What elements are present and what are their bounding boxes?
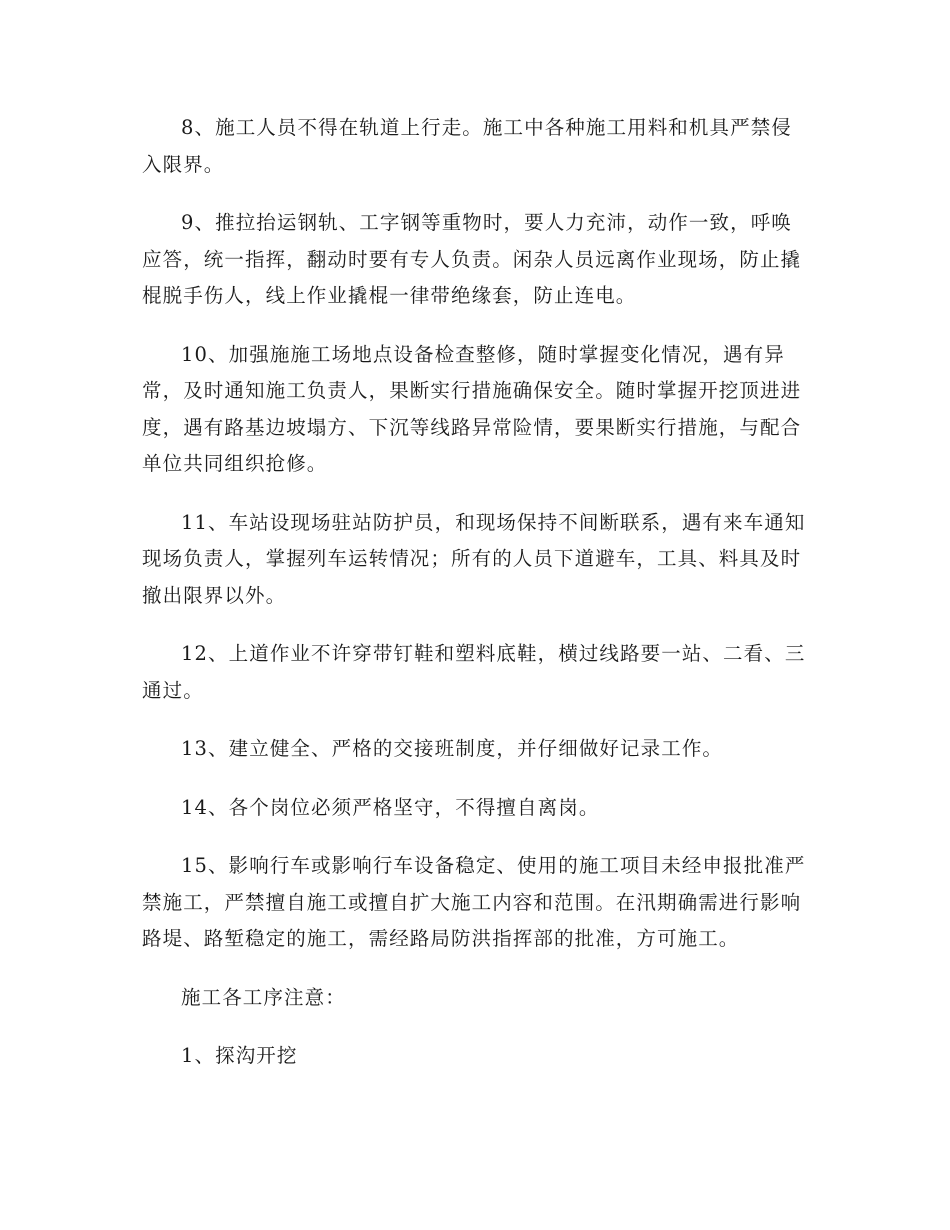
paragraph-item-12: 12、上道作业不许穿带钉鞋和塑料底鞋，横过线路要一站、二看、三通过。 xyxy=(142,642,806,702)
paragraph-item-14: 14、各个岗位必须严格坚守，不得擅自离岗。 xyxy=(181,795,600,819)
document-body xyxy=(142,110,810,1097)
section-heading-procedures: 施工各工序注意： xyxy=(181,985,346,1009)
subsection-heading-trench-excavation: 1、探沟开挖 xyxy=(181,1044,298,1067)
paragraph-item-8: 8、施工人员不得在轨道上行走。施工中各种施工用料和机具严禁侵入限界。 xyxy=(142,116,792,176)
paragraph-item-11: 11、车站设现场驻站防护员，和现场保持不间断联系，遇有来车通知现场负责人，掌握列车运转情况；所有的人员下道避车，工具、料具及时撤出限界以外。 xyxy=(142,510,806,607)
paragraph-item-15: 15、影响行车或影响行车设备稳定、使用的施工项目未经申报批准严禁施工，严禁擅自施工或擅自扩大施工内容和范围。在汛期确需进行影响路堤、路堑稳定的施工，需经路局防洪指挥部的批准，方可施工。 xyxy=(142,854,806,950)
paragraph-item-13: 13、建立健全、严格的交接班制度，并仔细做好记录工作。 xyxy=(181,737,724,760)
paragraph-item-9: 9、推拉抬运钢轨、工字钢等重物时，要人力充沛，动作一致，呼唤应答，统一指挥，翻动时要有专人负责。闲杂人员远离作业现场，防止撬棍脱手伤人，线上作业撬棍一律带绝缘套，防止连电。 xyxy=(142,211,802,307)
paragraph-item-10: 10、加强施施工场地点设备检查整修，随时掌握变化情况，遇有异常，及时通知施工负责人，果断实行措施确保安全。随时掌握开挖顶进进度，遇有路基边坡塌方、下沉等线路异常险情，要果断实行措施，与配合单位共同组织抢修。 xyxy=(142,342,802,475)
